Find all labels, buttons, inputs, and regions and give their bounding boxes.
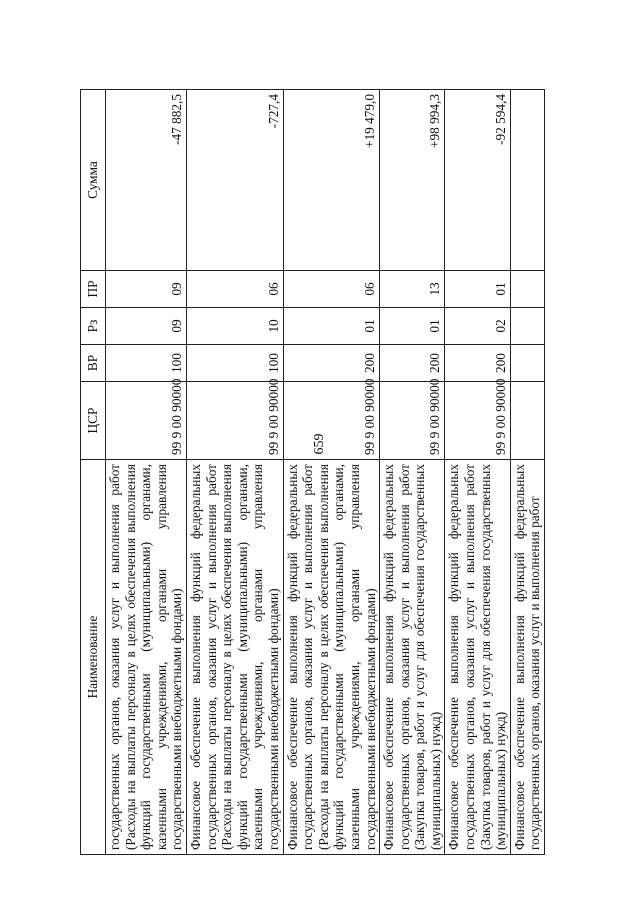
row-vr: 200 [445, 345, 510, 382]
row-rz: 09 [106, 308, 187, 345]
header-rz: Рз [81, 308, 106, 345]
row-vr: 100 [106, 345, 187, 382]
header-name: Наименование [81, 460, 106, 855]
row-rz: 01 [380, 308, 445, 345]
row-vr [510, 345, 544, 382]
header-row [81, 90, 106, 855]
row-pr: 06 [283, 271, 380, 308]
table-row [106, 90, 187, 855]
row-sum: +19 479,0 [283, 90, 380, 271]
header-sum: Сумма [81, 90, 106, 271]
row-name: государственных органов, оказания услуг и выполнения работ (Расходы на выплаты персоналу в целях обеспечения выполнения функций государственными (муниципальными) органами, казенными учреждениями, органами управления государственными внебюджетными фондами) [106, 460, 187, 855]
row-sum: -727,4 [186, 90, 283, 271]
row-csr: 99 9 00 90000 [380, 382, 445, 460]
row-vr: 200 [283, 345, 380, 382]
budget-table [80, 89, 545, 855]
row-rz: 02 [445, 308, 510, 345]
row-rz [510, 308, 544, 345]
rotated-table-container [80, 90, 590, 855]
row-pr: 09 [106, 271, 187, 308]
row-vr: 200 [380, 345, 445, 382]
table-row [380, 90, 445, 855]
table-row [186, 90, 283, 855]
row-sum: -92 594,4 [445, 90, 510, 271]
table-row [283, 90, 380, 855]
row-csr: 99 9 00 90000 [445, 382, 510, 460]
row-name: Финансовое обеспечение выполнения функций федеральных государственных органов, оказания услуг и выполнения работ [510, 460, 544, 855]
row-rz: 01 [283, 308, 380, 345]
row-sum: -47 882,5 [106, 90, 187, 271]
row-vr: 100 [186, 345, 283, 382]
row-sum [510, 90, 544, 271]
row-pr [510, 271, 544, 308]
row-csr: 99 9 00 90000 [106, 382, 187, 460]
row-sum: +98 994,3 [380, 90, 445, 271]
header-vr: ВР [81, 345, 106, 382]
row-csr [510, 382, 544, 460]
row-name: Финансовое обеспечение выполнения функций федеральных государственных органов, оказания услуг и выполнения работ (Расходы на выплаты персоналу в целях обеспечения выполнения функций государственными (муниципальными) органами, казенными учреждениями, органами управления государственными внебюджетными фондами) [283, 460, 380, 855]
row-csr: 99 9 00 90000 [186, 382, 283, 460]
row-pr: 01 [445, 271, 510, 308]
row-pr: 13 [380, 271, 445, 308]
row-csr: 99 9 00 90000 [283, 382, 380, 460]
page-number: 659 [312, 433, 327, 455]
header-csr: ЦСР [81, 382, 106, 460]
table-row [510, 90, 544, 855]
row-name: Финансовое обеспечение выполнения функций федеральных государственных органов, оказания услуг и выполнения работ (Закупка товаров, работ и услуг для обеспечения государственных (муниципальных) нужд) [380, 460, 445, 855]
header-pr: ПР [81, 271, 106, 308]
row-pr: 06 [186, 271, 283, 308]
row-name: Финансовое обеспечение выполнения функций федеральных государственных органов, оказания услуг и выполнения работ (Закупка товаров, работ и услуг для обеспечения государственных (муниципальных) нужд) [445, 460, 510, 855]
row-rz: 10 [186, 308, 283, 345]
table-row [445, 90, 510, 855]
row-name: Финансовое обеспечение выполнения функций федеральных государственных органов, оказания услуг и выполнения работ (Расходы на выплаты персоналу в целях обеспечения выполнения функций государственными (муниципальными) органами, казенными учреждениями, органами управления государственными внебюджетными фондами) [186, 460, 283, 855]
